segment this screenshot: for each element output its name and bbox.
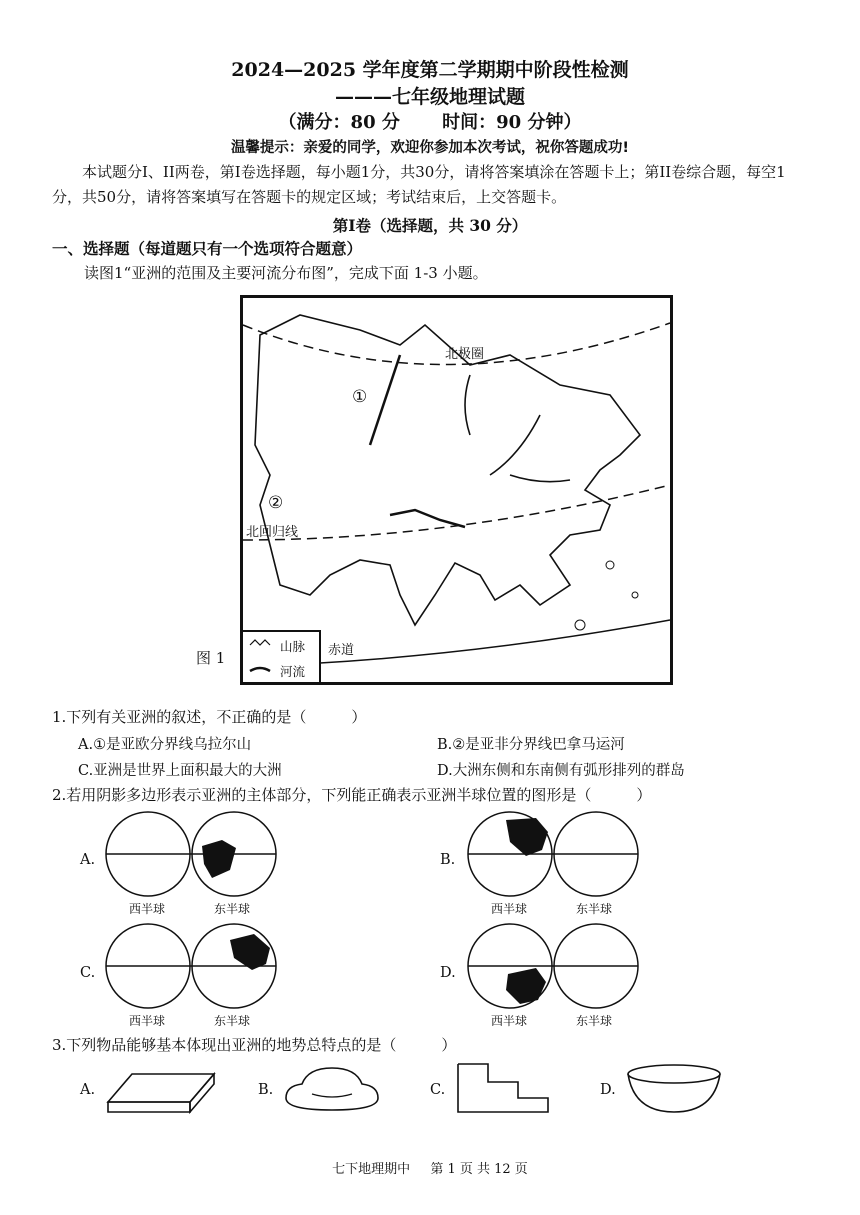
- q3-b-hat-drawing: [282, 1062, 382, 1114]
- q1-option-b: B.②是亚非分界线巴拿马运河: [437, 737, 625, 753]
- exam-tip: 温馨提示：亲爱的同学，欢迎你参加本次考试，祝你答题成功!: [230, 140, 630, 156]
- exam-intro: 本试题分I、II两卷，第I卷选择题，每小题1分，共30分，请将答案填涂在答题卡上；第II卷综合题，每空1分，共50分，请将答案填写在答题卡的规定区域；考试结束后，上交答题卡。: [52, 163, 786, 206]
- marker-1: ①: [352, 387, 368, 407]
- q2-a-west: 西半球: [129, 902, 166, 916]
- tropic-label: 北回归线: [246, 525, 299, 540]
- q3-c-steps-drawing: [454, 1060, 554, 1116]
- q3-option-d: D.: [600, 1082, 616, 1098]
- asia-map: [240, 295, 673, 685]
- q3-d-bowl-drawing: [624, 1062, 726, 1118]
- q2-b-east: 东半球: [576, 902, 613, 916]
- q2-a-east: 东半球: [214, 902, 251, 916]
- q2-option-c: C.: [80, 965, 96, 981]
- q2-option-b: B.: [440, 852, 456, 868]
- q3-option-a: A.: [80, 1082, 96, 1098]
- read-instruction: 读图1“亚洲的范围及主要河流分布图”，完成下面 1-3 小题。: [84, 264, 488, 282]
- q2-d-east: 东半球: [576, 1014, 613, 1028]
- q2-c-diagram: [104, 922, 280, 1012]
- q3-option-c: C.: [430, 1082, 446, 1098]
- q2-option-d: D.: [440, 965, 456, 981]
- page-footer: [0, 1158, 860, 1177]
- arctic-circle-label: 北极圈: [445, 347, 485, 362]
- legend-mountain-label: 山脉: [280, 639, 306, 654]
- equator-label: 赤道: [328, 643, 355, 658]
- q2-c-west: 西半球: [129, 1014, 166, 1028]
- q1-stem: 1.下列有关亚洲的叙述，不正确的是（ ）: [52, 708, 367, 726]
- footer-subject: 七下地理期中: [332, 1162, 411, 1177]
- marker-2: ②: [268, 493, 284, 513]
- exam-title: 2024—2025 学年度第二学期期中阶段性检测: [231, 59, 629, 81]
- q2-b-west: 西半球: [491, 902, 528, 916]
- section-title: 第Ⅰ卷（选择题，共 30 分）: [332, 216, 528, 235]
- choice-heading: 一、选择题（每道题只有一个选项符合题意）: [52, 239, 363, 258]
- q3-option-b: B.: [258, 1082, 274, 1098]
- exam-subtitle: ———七年级地理试题: [334, 86, 525, 108]
- q2-stem: 2.若用阴影多边形表示亚洲的主体部分，下列能正确表示亚洲半球位置的图形是（ ）: [52, 786, 652, 804]
- q2-d-west: 西半球: [491, 1014, 528, 1028]
- q2-d-diagram: [466, 922, 642, 1012]
- figure-label: 图 1: [196, 649, 226, 667]
- q3-a-slab-drawing: [104, 1068, 220, 1116]
- q1-option-a: A.①是亚欧分界线乌拉尔山: [78, 737, 252, 753]
- q2-b-diagram: [466, 808, 642, 898]
- legend-river-label: 河流: [280, 664, 306, 679]
- q2-c-east: 东半球: [214, 1014, 251, 1028]
- q1-option-d: D.大洲东侧和东南侧有弧形排列的群岛: [437, 763, 685, 779]
- exam-score-time: （满分：80 分 时间：90 分钟）: [278, 112, 582, 133]
- q2-a-diagram: [104, 808, 280, 898]
- footer-page: 第 1 页 共 12 页: [430, 1162, 528, 1177]
- q3-stem: 3.下列物品能够基本体现出亚洲的地势总特点的是（ ）: [52, 1036, 457, 1054]
- q1-option-c: C.亚洲是世界上面积最大的大洲: [78, 763, 282, 779]
- q2-option-a: A.: [80, 852, 96, 868]
